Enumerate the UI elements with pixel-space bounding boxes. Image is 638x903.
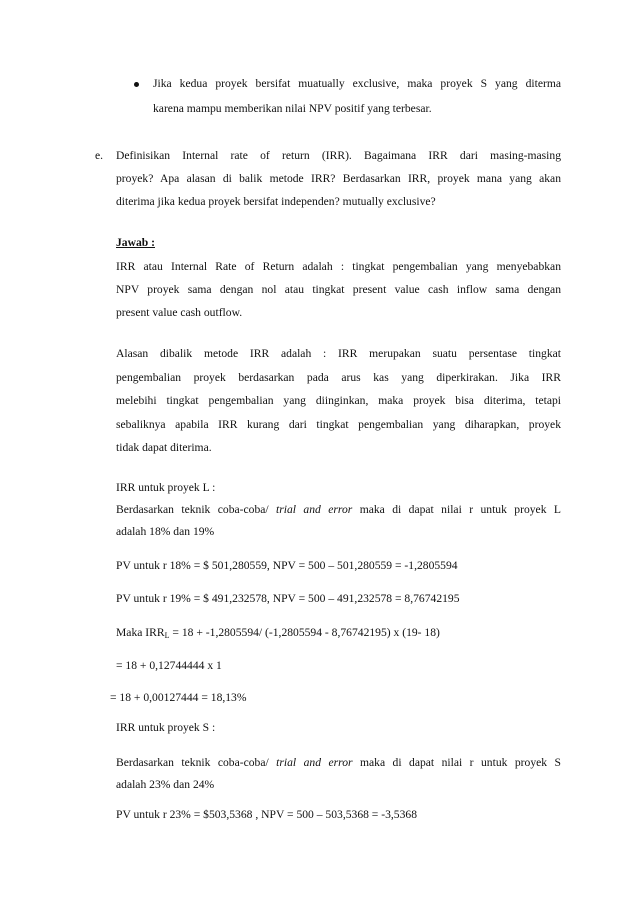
reason-line-1: Alasan dibalik metode IRR adalah : IRR merupakan suatu persentase tingkat	[116, 347, 561, 360]
project-l-pv19: PV untuk r 19% = $ 491,232578, NPV = 500 – 491,232578 = 8,76742195	[116, 592, 460, 605]
project-l-irr-step-2: = 18 + 0,12744444 x 1	[116, 659, 222, 672]
bullet-text-line-1: Jika kedua proyek bersifat muatually exclusive, maka proyek S yang diterma	[153, 77, 561, 90]
question-marker: e.	[95, 149, 104, 162]
project-s-trial-line-1	[116, 756, 561, 770]
project-l-irr-subscript: L	[164, 631, 170, 640]
bullet-text-line-2: karena mampu memberikan nilai NPV positif yang terbesar.	[153, 102, 432, 115]
project-l-trial-italic: trial and error	[276, 503, 353, 516]
bullet-dot-icon	[134, 82, 139, 87]
definition-line-2: NPV proyek sama dengan nol atau tingkat present value cash inflow sama dengan	[116, 283, 561, 296]
project-l-trial-text-after: maka di dapat nilai r untuk proyek L	[352, 503, 561, 516]
project-l-irr-rest: = 18 + -1,2805594/ (-1,2805594 - 8,76742195) x (19- 18)	[169, 626, 440, 639]
project-l-irr-result: = 18 + 0,00127444 = 18,13%	[110, 691, 247, 704]
project-s-trial-text-before: Berdasarkan teknik coba-coba/	[116, 756, 277, 769]
project-s-trial-italic: trial and error	[276, 756, 353, 769]
project-s-trial-line-2: adalah 23% dan 24%	[116, 778, 215, 791]
project-l-irr-prefix: Maka IRR	[116, 626, 165, 639]
reason-line-4: sebaliknya apabila IRR kurang dari tingkat pengembalian yang diharapkan, proyek	[116, 418, 561, 431]
project-l-title: IRR untuk proyek L :	[116, 481, 216, 494]
definition-line-1: IRR atau Internal Rate of Return adalah : tingkat pengembalian yang menyebabkan	[116, 260, 561, 273]
project-l-trial-text-before: Berdasarkan teknik coba-coba/	[116, 503, 277, 516]
project-l-pv18: PV untuk r 18% = $ 501,280559, NPV = 500 – 501,280559 = -1,2805594	[116, 559, 458, 572]
reason-line-2: pengembalian proyek berdasarkan pada arus kas yang diperkirakan. Jika IRR	[116, 371, 561, 384]
question-line-2: proyek? Apa alasan di balik metode IRR? Berdasarkan IRR, proyek mana yang akan	[116, 172, 561, 185]
project-s-pv23: PV untuk r 23% = $503,5368 , NPV = 500 – 503,5368 = -3,5368	[116, 808, 417, 821]
question-line-1: Definisikan Internal rate of return (IRR). Bagaimana IRR dari masing-masing	[116, 149, 561, 162]
definition-line-3: present value cash outflow.	[116, 306, 243, 319]
project-l-trial-line-2: adalah 18% dan 19%	[116, 525, 215, 538]
project-s-title: IRR untuk proyek S :	[116, 721, 216, 734]
project-s-trial-text-after: maka di dapat nilai r untuk proyek S	[352, 756, 561, 769]
reason-line-5: tidak dapat diterima.	[116, 441, 212, 454]
project-l-irr-formula	[116, 626, 440, 640]
reason-line-3: melebihi tingkat pengembalian yang diinginkan, maka proyek bisa diterima, tetapi	[116, 394, 561, 407]
question-line-3: diterima jika kedua proyek bersifat independen? mutually exclusive?	[116, 195, 436, 208]
project-l-trial-line-1	[116, 503, 561, 517]
answer-heading: Jawab :	[116, 236, 155, 249]
